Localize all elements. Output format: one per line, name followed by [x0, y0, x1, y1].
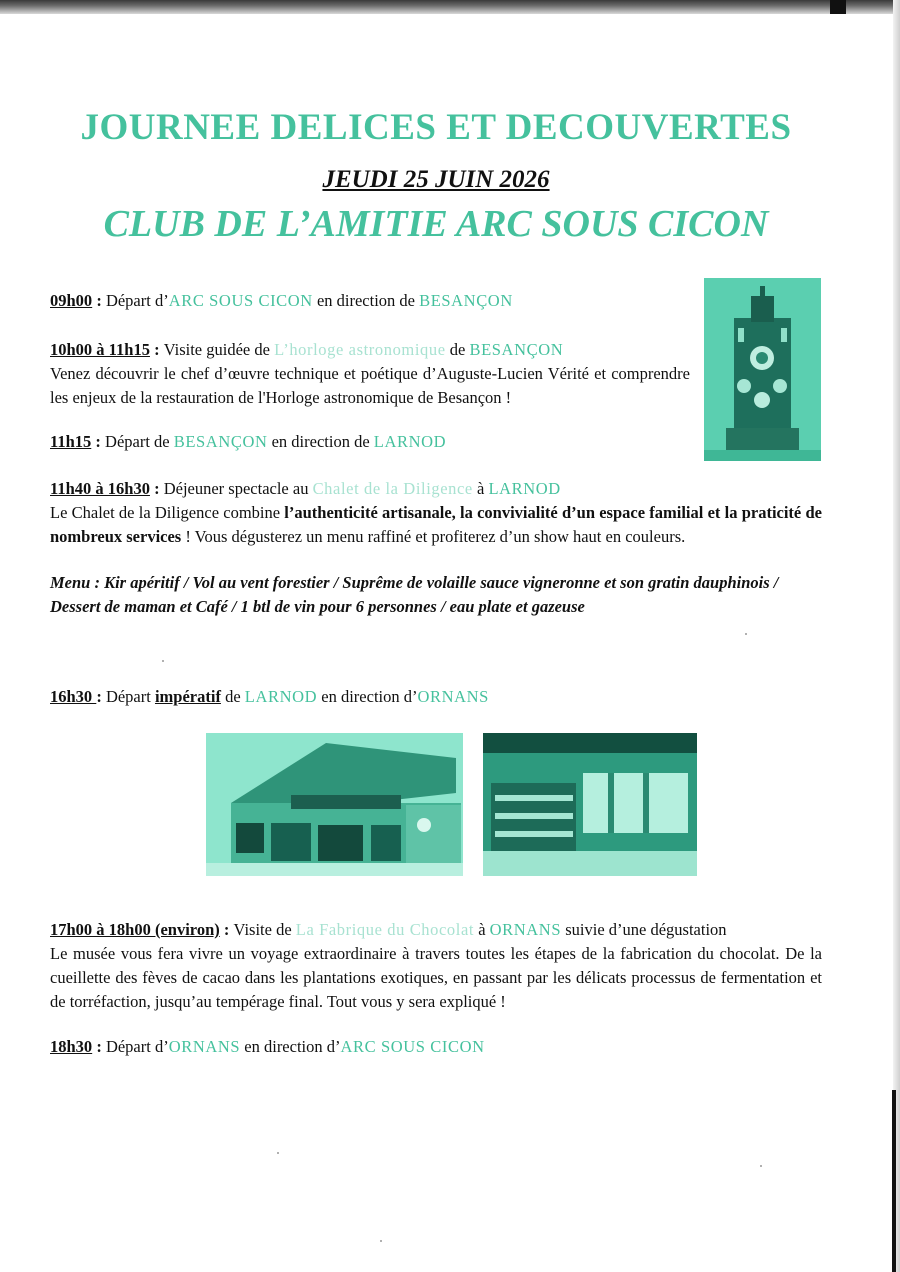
place-name: ORNANS — [489, 920, 562, 939]
place-name: BESANÇON — [469, 340, 564, 359]
chocolate-factory-interior-photo — [483, 733, 697, 876]
schedule-item-0900: 09h00 : Départ d’ARC SOUS CICON en direction de BESANÇON — [50, 291, 513, 310]
astronomical-clock-photo — [704, 278, 821, 461]
scan-mark — [892, 1090, 896, 1272]
scan-mark — [830, 0, 846, 14]
place-name: BESANÇON — [419, 291, 513, 310]
scan-top-border — [0, 0, 900, 14]
schedule-time: 09h00 — [50, 291, 93, 310]
emphasis: impératif — [154, 687, 221, 706]
schedule-time: 17h00 à 18h00 (environ) — [50, 920, 220, 939]
schedule-time: 11h40 à 16h30 — [50, 479, 150, 498]
scan-speck — [277, 1152, 279, 1154]
place-name: ARC SOUS CICON — [340, 1037, 485, 1056]
schedule-time: 10h00 à 11h15 — [50, 340, 150, 359]
place-name: La Fabrique du Chocolat — [295, 920, 475, 939]
place-name: Chalet de la Diligence — [312, 479, 473, 498]
schedule-time: 16h30 — [50, 687, 97, 706]
schedule-item-1140: 11h40 à 16h30 : Déjeuner spectacle au Chalet de la Diligence à LARNOD Le Chalet de la Diligence combine l’authenticité artisanale, la convivialité d’un espace familial et la praticité de nombreux services ! Vous dégusterez un menu raffiné et profiterez d’un show haut en couleurs. Menu : Kir apéritif / Vol au vent forestier / Suprême de volaille sauce vigneronne et son gratin dauphinois / Dessert de maman et Café / 1 btl de vin pour 6 personnes / eau plate et gazeuse — [50, 477, 822, 619]
scan-speck — [380, 1240, 382, 1242]
place-name: ARC SOUS CICON — [168, 291, 313, 310]
schedule-item-1830: 18h30 : Départ d’ORNANS en direction d’ARC SOUS CICON — [50, 1037, 485, 1056]
schedule-time: 11h15 — [50, 432, 92, 451]
club-name: CLUB DE L’AMITIE ARC SOUS CICON — [103, 203, 769, 245]
place-name: BESANÇON — [173, 432, 268, 451]
schedule-time: 18h30 — [50, 1037, 93, 1056]
place-name: LARNOD — [244, 687, 318, 706]
place-name: LARNOD — [373, 432, 447, 451]
schedule-item-1630: 16h30 : Départ impératif de LARNOD en direction d’ORNANS — [50, 687, 489, 706]
schedule-item-1700: 17h00 à 18h00 (environ) : Visite de La Fabrique du Chocolat à ORNANS suivie d’une dégustation Le musée vous fera vivre un voyage extraordinaire à travers toutes les étapes de la fabrication du chocolat. De la cueillette des fèves de cacao dans les plantations exotiques, en passant par les délicats processus de fermentation et de torréfaction, jusqu’au tempérage final. Tout vous y sera expliqué ! — [50, 918, 822, 1014]
schedule-description: Le musée vous fera vivre un voyage extraordinaire à travers toutes les étapes de la fabrication du chocolat. De la cueillette des fèves de cacao dans les plantations exotiques, en passant par les délicats processus de fermentation et de torréfaction, jusqu’au tempérage final. Tout vous y sera expliqué ! — [50, 944, 822, 1011]
place-name: LARNOD — [488, 479, 561, 498]
schedule-description: Venez découvrir le chef d’œuvre technique et poétique d’Auguste-Lucien Vérité et comprendre les enjeux de la restauration de l'Horloge astronomique de Besançon ! — [50, 364, 690, 407]
page-title: JOURNEE DELICES ET DECOUVERTES — [80, 107, 792, 148]
schedule-item-1000: 10h00 à 11h15 : Visite guidée de L’horloge astronomique de BESANÇON Venez découvrir le chef d’œuvre technique et poétique d’Auguste-Lucien Vérité et comprendre les enjeux de la restauration de l'Horloge astronomique de Besançon ! — [50, 338, 690, 410]
lunch-menu: Menu : Kir apéritif / Vol au vent forestier / Suprême de volaille sauce vigneronne et son gratin dauphinois / Dessert de maman et Café / 1 btl de vin pour 6 personnes / eau plate et gazeuse — [50, 573, 779, 616]
place-name: L’horloge astronomique — [274, 340, 446, 359]
chocolate-factory-exterior-photo — [206, 733, 463, 876]
place-name: ORNANS — [417, 687, 489, 706]
scan-speck — [745, 633, 747, 635]
scan-speck — [162, 660, 164, 662]
schedule-description: Le Chalet de la Diligence combine l’authenticité artisanale, la convivialité d’un espace familial et la praticité de nombreux services ! Vous dégusterez un menu raffiné et profiterez d’un show haut en couleurs. — [50, 503, 822, 546]
place-name: ORNANS — [168, 1037, 241, 1056]
schedule-item-1115: 11h15 : Départ de BESANÇON en direction de LARNOD — [50, 432, 447, 451]
scan-speck — [760, 1165, 762, 1167]
scan-right-border — [893, 0, 900, 1272]
event-date: JEUDI 25 JUIN 2026 — [322, 166, 550, 193]
